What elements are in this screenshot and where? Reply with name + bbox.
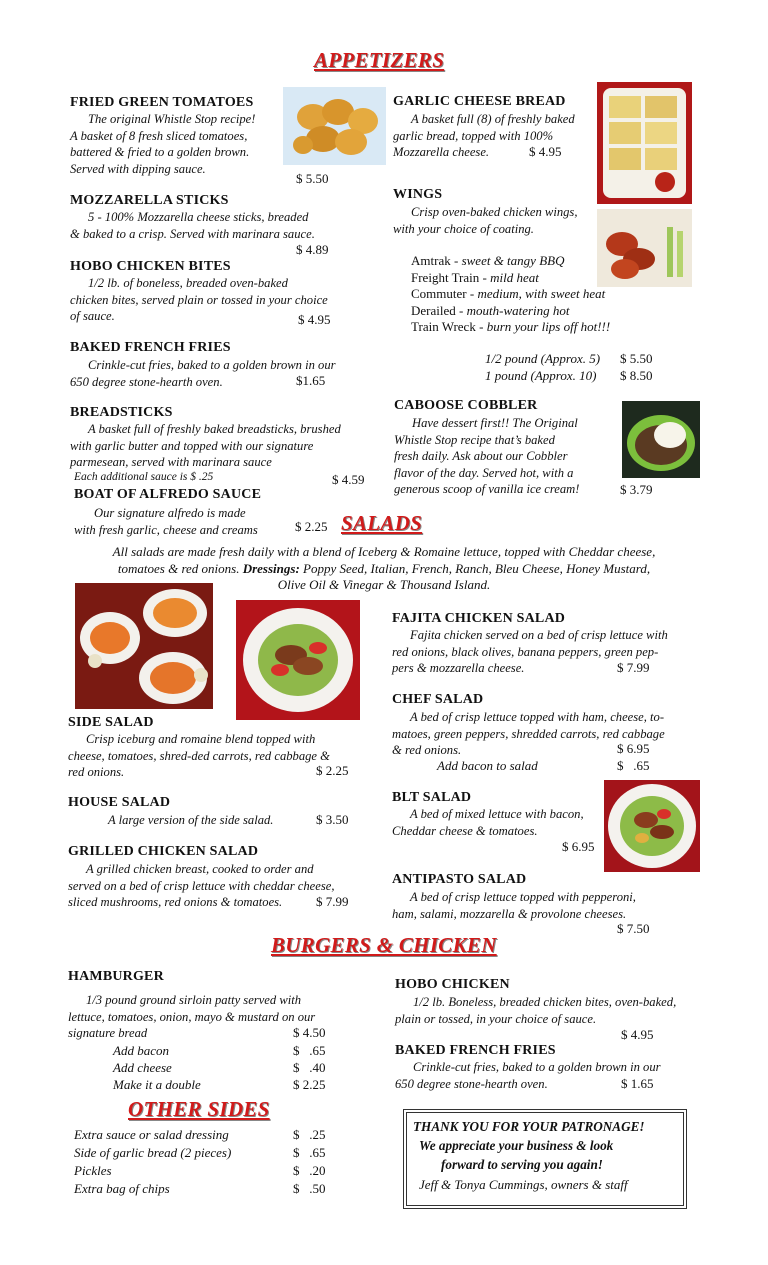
item-name-wings: WINGS: [393, 187, 443, 202]
item-price-mozzarella-sticks: $ 4.89: [296, 242, 329, 257]
wings-sauce-freight-train: Freight Train - mild heat: [411, 269, 539, 285]
desc-line: A basket full of freshly baked breadsticks, brushed: [88, 422, 341, 436]
item-price-baked-french-fries: $1.65: [296, 373, 326, 388]
desc-line: with your choice of coating.: [393, 221, 534, 236]
item-name-side-salad: SIDE SALAD: [68, 715, 154, 730]
item-price-side-salad: $ 2.25: [316, 763, 349, 778]
hamburger-addon-bacon-price: $ .65: [293, 1043, 326, 1058]
item-price-garlic-cheese-bread: $ 4.95: [529, 144, 562, 159]
hamburger-addon-double-price: $ 2.25: [293, 1077, 326, 1092]
desc-line: Crinkle-cut fries, baked to a golden brown in our: [413, 1060, 661, 1074]
desc-line: sliced mushrooms, red onions & tomatoes.: [68, 895, 283, 909]
hamburger-addon-cheese-price: $ .40: [293, 1060, 326, 1075]
breadsticks-extra-sauce: Each additional sauce is $ .25: [74, 471, 214, 483]
desc-line: lettuce, tomatoes, onion, mayo & mustard on our: [68, 1009, 316, 1024]
desc-line: A bed of mixed lettuce with bacon,: [410, 807, 584, 821]
blt-salad-photo: [604, 780, 700, 872]
wings-sauce-amtrak: Amtrak - sweet & tangy BBQ: [411, 253, 565, 268]
salads-intro-line: All salads are made fresh daily with a blend of Iceberg & Romaine lettuce, topped with Cheddar cheese,: [112, 544, 656, 559]
hamburger-addon-double: Make it a double: [113, 1077, 201, 1092]
other-sides-title: OTHER SIDES: [128, 1097, 270, 1121]
thank-you-box: [406, 1112, 684, 1206]
item-desc-hobo-chicken: [395, 994, 715, 1027]
desc-line: 1/3 pound ground sirloin patty served with: [86, 993, 302, 1007]
item-price-hobo-chicken: $ 4.95: [621, 1027, 654, 1042]
desc-line: A grilled chicken breast, cooked to order and: [86, 862, 314, 876]
item-desc-breadsticks: [70, 421, 370, 471]
other-side-garlic-bread-price: $ .65: [293, 1145, 326, 1160]
garlic-cheese-bread-photo: [597, 82, 692, 204]
desc-line: pers & mozzarella cheese.: [392, 661, 525, 675]
item-price-caboose-cobbler: $ 3.79: [620, 482, 653, 497]
item-name-breadsticks: BREADSTICKS: [70, 405, 173, 420]
item-desc-fried-green-tomatoes: [70, 111, 285, 177]
item-price-alfredo-sauce: $ 2.25: [295, 519, 328, 534]
other-side-chips-price: $ .50: [293, 1181, 326, 1196]
desc-line: A basket of 8 fresh sliced tomatoes,: [70, 128, 248, 143]
wings-size-one-pound: 1 pound (Approx. 10): [485, 368, 597, 383]
desc-line: chicken bites, served plain or tossed in your choice: [70, 292, 328, 307]
item-desc-house-salad: A large version of the side salad.: [108, 813, 274, 827]
desc-line: A bed of crisp lettuce topped with ham, cheese, to-: [410, 710, 665, 724]
other-side-garlic-bread: Side of garlic bread (2 pieces): [74, 1145, 232, 1160]
wings-sauce-list: [411, 253, 610, 336]
item-name-garlic-cheese-bread: GARLIC CHEESE BREAD: [393, 94, 566, 109]
item-price-fajita-chicken-salad: $ 7.99: [617, 660, 650, 675]
item-price-hamburger: $ 4.50: [293, 1025, 326, 1040]
item-name-antipasto-salad: ANTIPASTO SALAD: [392, 872, 527, 887]
other-side-extra-sauce-price: $ .25: [293, 1127, 326, 1142]
desc-line: A basket full (8) of freshly baked: [411, 112, 575, 126]
desc-line: Crisp oven-baked chicken wings,: [411, 205, 578, 219]
other-side-chips: Extra bag of chips: [74, 1181, 170, 1196]
item-desc-garlic-cheese-bread: [393, 111, 603, 161]
desc-line: 1/2 lb. Boneless, breaded chicken bites, oven-baked,: [413, 995, 677, 1009]
desc-line: generous scoop of vanilla ice cream!: [394, 482, 580, 496]
desc-line: A bed of crisp lettuce topped with pepperoni,: [410, 890, 636, 904]
desc-line: Cheddar cheese & tomatoes.: [392, 823, 538, 838]
desc-line: The original Whistle Stop recipe!: [88, 112, 256, 126]
other-side-pickles: Pickles: [74, 1163, 112, 1178]
desc-line: ham, salami, mozzarella & provolone cheeses.: [392, 906, 627, 921]
item-price-antipasto-salad: $ 7.50: [617, 921, 650, 936]
item-name-mozzarella-sticks: MOZZARELLA STICKS: [70, 193, 229, 208]
salads-title: SALADS: [341, 511, 423, 535]
item-desc-antipasto-salad: [392, 889, 702, 922]
item-name-caboose-cobbler: CABOOSE COBBLER: [394, 398, 538, 413]
desc-line: cheese, tomatoes, shred-ded carrots, red cabbage &: [68, 748, 330, 763]
desc-line: 5 - 100% Mozzarella cheese sticks, breaded: [88, 210, 309, 224]
item-price-house-salad: $ 3.50: [316, 812, 349, 827]
other-side-pickles-price: $ .20: [293, 1163, 326, 1178]
desc-line: Crinkle-cut fries, baked to a golden brown in our: [88, 358, 336, 372]
wings-size-half-pound: 1/2 pound (Approx. 5): [485, 351, 601, 366]
item-name-house-salad: HOUSE SALAD: [68, 795, 171, 810]
item-desc-caboose-cobbler: [394, 415, 619, 498]
grilled-chicken-salad-photo: [236, 600, 360, 720]
desc-line: Whistle Stop recipe that’s baked: [394, 432, 555, 447]
desc-line: served on a bed of crisp lettuce with cheddar cheese,: [68, 878, 335, 893]
desc-line: Fajita chicken served on a bed of crisp lettuce with: [410, 628, 668, 642]
item-desc-fajita-chicken-salad: [392, 627, 702, 677]
wings-sauce-derailed: Derailed - mouth-watering hot: [411, 302, 570, 318]
chef-salad-addon-bacon: Add bacon to salad: [437, 758, 538, 773]
item-desc-wings: [393, 204, 603, 237]
wings-photo: [597, 209, 692, 287]
item-price-breadsticks: $ 4.59: [332, 472, 365, 487]
desc-line: with fresh garlic, cheese and creams: [74, 522, 258, 537]
desc-line: red onions.: [68, 765, 125, 779]
item-desc-alfredo-sauce: [74, 505, 304, 538]
item-name-hobo-chicken-bites: HOBO CHICKEN BITES: [70, 259, 231, 274]
thank-you-line-1: THANK YOU FOR YOUR PATRONAGE!: [413, 1119, 645, 1134]
thank-you-line-3: forward to serving you again!: [441, 1157, 603, 1172]
desc-line: Crisp iceburg and romaine blend topped with: [86, 732, 316, 746]
item-name-grilled-chicken-salad: GRILLED CHICKEN SALAD: [68, 844, 259, 859]
desc-line: red onions, black olives, banana peppers, green pep-: [392, 644, 659, 659]
side-salad-photo: [75, 583, 213, 709]
desc-line: Mozzarella cheese.: [393, 145, 490, 159]
item-desc-chef-salad: [392, 709, 702, 759]
desc-line: 650 degree stone-hearth oven.: [70, 374, 223, 389]
desc-line: Our signature alfredo is made: [94, 506, 246, 520]
desc-line: & baked to a crisp. Served with marinara sauce.: [70, 226, 315, 241]
salads-intro-line: tomatoes & red onions. Dressings: Poppy Seed, Italian, French, Ranch, Bleu Cheese, Honey Mustard,: [117, 560, 651, 576]
item-desc-mozzarella-sticks: [70, 209, 360, 242]
desc-line: & red onions.: [392, 743, 462, 757]
desc-line: Have dessert first!! The Original: [412, 416, 578, 430]
desc-line: fresh daily. Ask about our Cobbler: [394, 449, 568, 463]
caboose-cobbler-photo: [622, 401, 700, 478]
desc-line: 650 degree stone-hearth oven.: [395, 1076, 548, 1091]
item-desc-blt-salad: [392, 806, 607, 839]
appetizers-title: APPETIZERS: [314, 48, 445, 72]
item-price-hobo-chicken-bites: $ 4.95: [298, 312, 331, 327]
wings-sauce-train-wreck: Train Wreck - burn your lips off hot!!!: [411, 319, 611, 335]
desc-line: Served with dipping sauce.: [70, 161, 206, 176]
other-side-extra-sauce: Extra sauce or salad dressing: [74, 1127, 229, 1142]
thank-you-line-2: We appreciate your business & look: [419, 1138, 614, 1153]
fried-green-tomatoes-photo: [283, 87, 386, 165]
item-name-burgers-french-fries: BAKED FRENCH FRIES: [395, 1043, 556, 1058]
item-name-hobo-chicken: HOBO CHICKEN: [395, 977, 510, 992]
desc-line: flavor of the day. Served hot, with a: [394, 465, 574, 480]
burgers-title: BURGERS & CHICKEN: [271, 933, 497, 957]
item-name-fried-green-tomatoes: FRIED GREEN TOMATOES: [70, 95, 254, 110]
desc-line: garlic bread, topped with 100%: [393, 128, 554, 143]
wings-price-one-pound: $ 8.50: [620, 368, 653, 383]
item-price-burgers-french-fries: $ 1.65: [621, 1076, 654, 1091]
desc-line: battered & fried to a golden brown.: [70, 145, 250, 159]
thank-you-line-4: Jeff & Tonya Cummings, owners & staff: [419, 1177, 628, 1192]
hamburger-addon-cheese: Add cheese: [113, 1060, 172, 1075]
item-price-blt-salad: $ 6.95: [562, 839, 595, 854]
salads-intro-line: Olive Oil & Vinegar & Thousand Island.: [277, 577, 491, 592]
desc-line: of sauce.: [70, 309, 115, 323]
wings-sauce-commuter: Commuter - medium, with sweet heat: [411, 286, 606, 302]
item-name-alfredo-sauce: BOAT OF ALFREDO SAUCE: [74, 487, 262, 502]
hamburger-addon-bacon: Add bacon: [113, 1043, 169, 1058]
item-name-fajita-chicken-salad: FAJITA CHICKEN SALAD: [392, 611, 566, 626]
item-name-chef-salad: CHEF SALAD: [392, 692, 484, 707]
desc-line: 1/2 lb. of boneless, breaded oven-baked: [88, 276, 288, 290]
item-name-blt-salad: BLT SALAD: [392, 790, 472, 805]
item-price-fried-green-tomatoes: $ 5.50: [296, 171, 329, 186]
desc-line: with garlic butter and topped with our signature: [70, 438, 314, 453]
wings-price-half-pound: $ 5.50: [620, 351, 653, 366]
desc-line: parmesean, served with marinara sauce: [70, 455, 272, 469]
desc-line: matoes, green peppers, shredded carrots, red cabbage: [392, 726, 665, 741]
item-price-chef-salad: $ 6.95: [617, 741, 650, 756]
item-price-grilled-chicken-salad: $ 7.99: [316, 894, 349, 909]
item-desc-burgers-french-fries: [395, 1059, 715, 1092]
chef-salad-addon-price: $ .65: [617, 758, 650, 773]
desc-line: signature bread: [68, 1026, 148, 1040]
item-name-hamburger: HAMBURGER: [68, 969, 164, 984]
desc-line: plain or tossed, in your choice of sauce.: [395, 1011, 597, 1026]
item-name-baked-french-fries: BAKED FRENCH FRIES: [70, 340, 231, 355]
